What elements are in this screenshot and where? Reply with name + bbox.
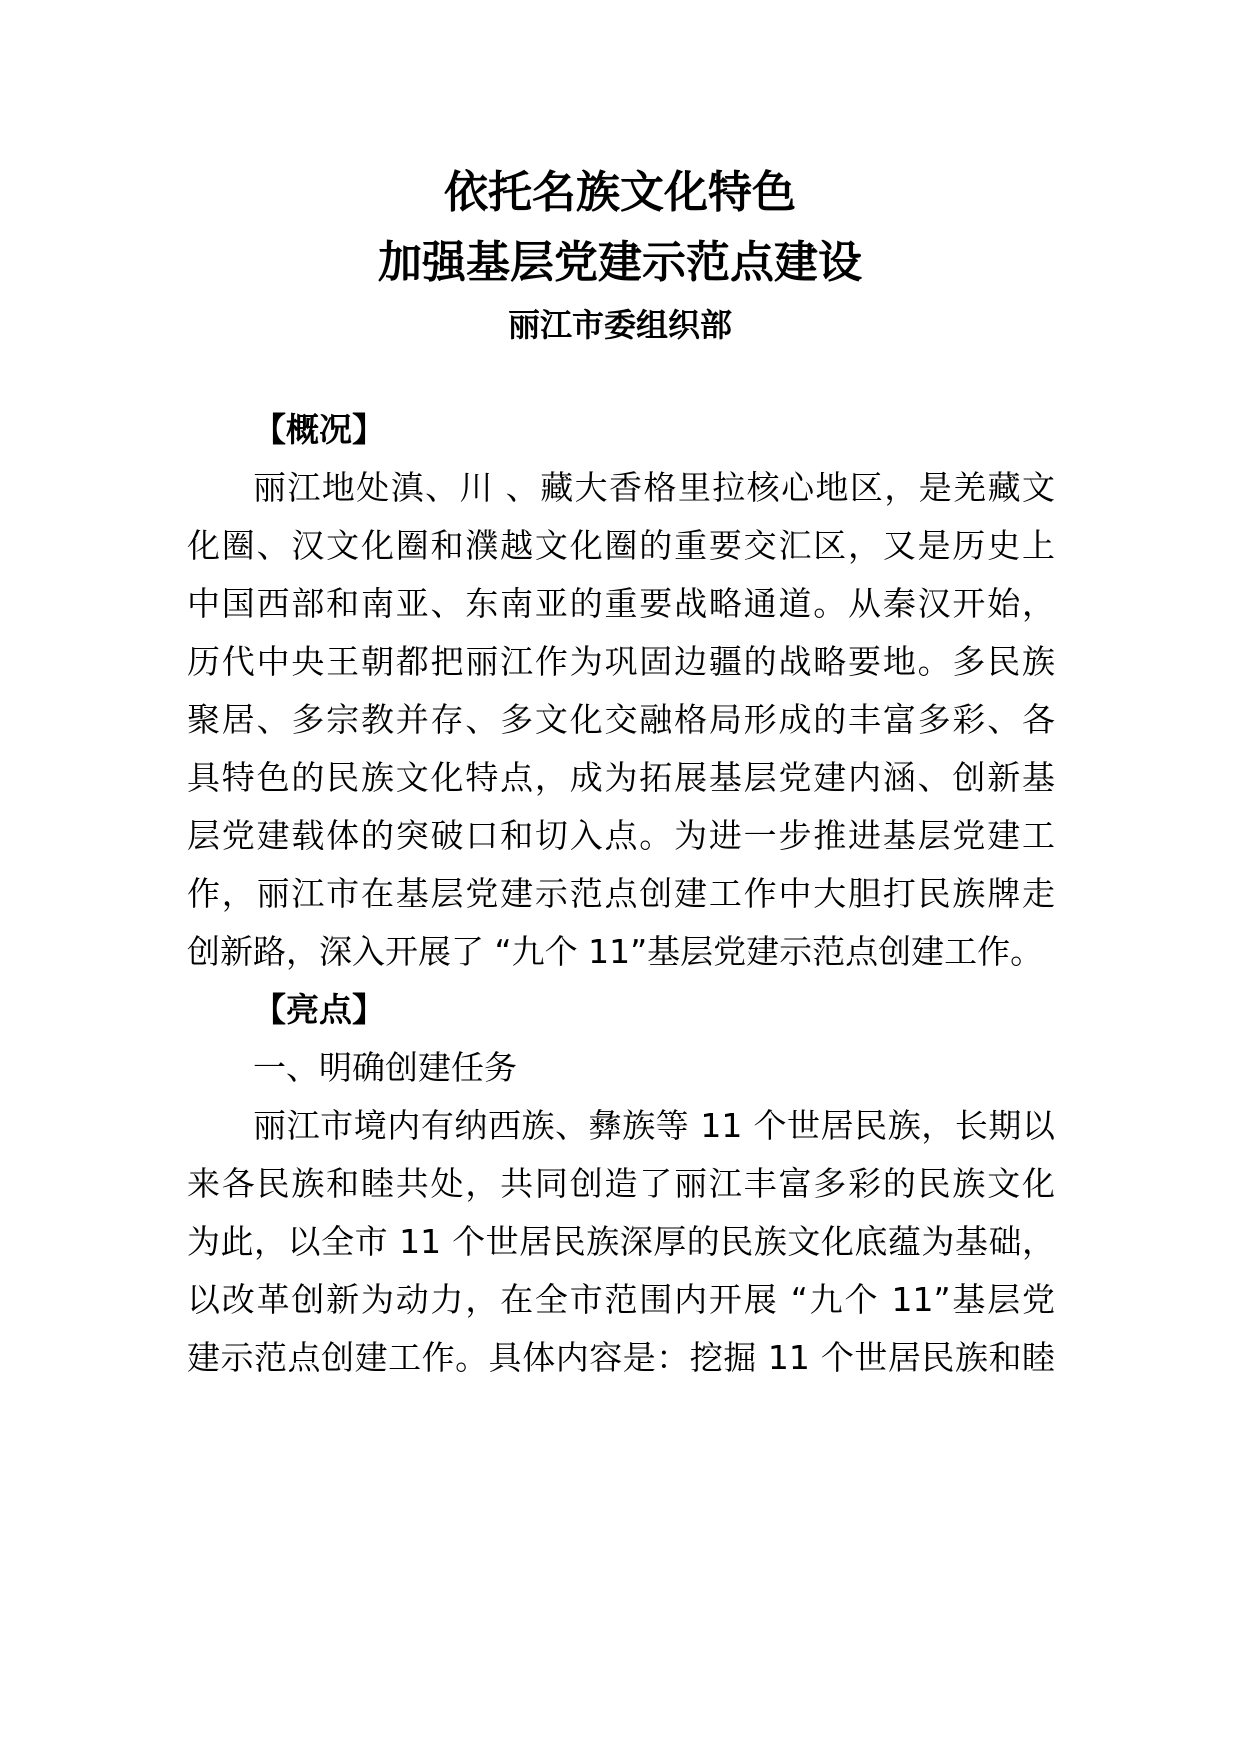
- paragraph-line: 来各民族和睦共处，共同创造了丽江丰富多彩的民族文化: [187, 1164, 1055, 1203]
- paragraph-line: 建示范点创建工作。具体内容是：挖掘 11 个世居民族和睦: [187, 1338, 1055, 1377]
- section-heading-overview: 【概况】: [253, 410, 385, 449]
- paragraph-line: 层党建载体的突破口和切入点。为进一步推进基层党建工: [187, 816, 1055, 855]
- section-heading-highlights: 【亮点】: [253, 990, 385, 1029]
- paragraph-line: 以改革创新为动力，在全市范围内开展 “九个 11”基层党: [187, 1280, 1055, 1319]
- paragraph-line: 丽江市境内有纳西族、彝族等 11 个世居民族，长期以: [253, 1106, 1055, 1145]
- subsection-heading: 一、明确创建任务: [253, 1048, 517, 1087]
- paragraph-line: 化圈、汉文化圈和濮越文化圈的重要交汇区，又是历史上: [187, 526, 1055, 565]
- paragraph-line: 作，丽江市在基层党建示范点创建工作中大胆打民族牌走: [187, 874, 1055, 913]
- paragraph-line: 为此，以全市 11 个世居民族深厚的民族文化底蕴为基础，: [187, 1222, 1055, 1261]
- document-title-line-2: 加强基层党建示范点建设: [378, 237, 862, 288]
- paragraph-line: 中国西部和南亚、东南亚的重要战略通道。从秦汉开始，: [187, 584, 1055, 623]
- document-author: 丽江市委组织部: [507, 306, 732, 344]
- paragraph-line: 创新路，深入开展了 “九个 11”基层党建示范点创建工作。: [187, 932, 1044, 971]
- paragraph-line: 丽江地处滇、川 、藏大香格里拉核心地区，是羌藏文: [253, 468, 1055, 507]
- paragraph-line: 历代中央王朝都把丽江作为巩固边疆的战略要地。多民族: [187, 642, 1055, 681]
- paragraph-line: 具特色的民族文化特点，成为拓展基层党建内涵、创新基: [187, 758, 1055, 797]
- document-title-line-1: 依托名族文化特色: [444, 167, 796, 218]
- paragraph-line: 聚居、多宗教并存、多文化交融格局形成的丰富多彩、各: [187, 700, 1055, 739]
